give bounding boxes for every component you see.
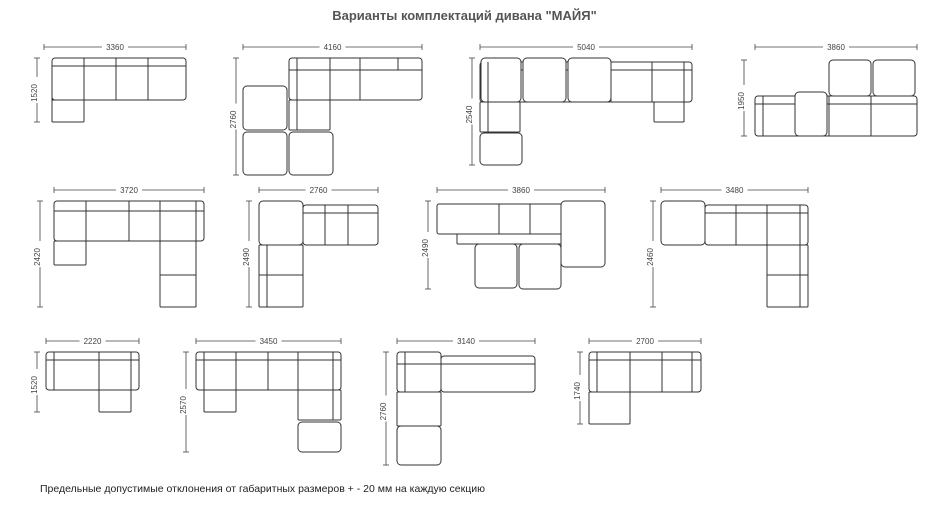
height-dimension-label: 1520 xyxy=(30,376,39,394)
chaise-section xyxy=(259,245,303,307)
seat-cushion xyxy=(481,58,521,102)
seat-cushion xyxy=(829,60,871,96)
width-dimension-label: 2700 xyxy=(636,337,654,346)
sofa-variant-v12 xyxy=(573,336,701,424)
seat-cushion xyxy=(561,201,605,267)
height-dimension-label: 2760 xyxy=(379,402,388,421)
chaise-section xyxy=(204,390,236,412)
sofa-variant-v2 xyxy=(229,42,422,175)
long-chaise xyxy=(160,241,196,307)
chaise-section xyxy=(480,102,520,132)
width-dimension-label: 3450 xyxy=(259,337,278,346)
tolerance-note: Предельные допустимые отклонения от габаритных размеров + - 20 мм на каждую секцию xyxy=(40,483,485,495)
chaise-section xyxy=(52,100,84,122)
width-dimension-label: 4160 xyxy=(323,43,342,52)
height-dimension-label: 1520 xyxy=(30,84,39,102)
sofa-body xyxy=(52,58,186,100)
page-title: Варианты комплектаций дивана "МАЙЯ" xyxy=(332,8,597,23)
seat-cushion xyxy=(259,201,303,245)
seat-cushion xyxy=(397,426,441,465)
sofa-variant-v9 xyxy=(30,336,139,412)
width-dimension-label: 3860 xyxy=(512,186,530,195)
height-dimension-label: 2490 xyxy=(421,239,430,257)
seat-cushion xyxy=(568,58,611,102)
width-dimension-label: 3860 xyxy=(827,43,845,52)
corner-section xyxy=(397,352,441,392)
sofa-variant-v5 xyxy=(33,185,204,307)
height-dimension-label: 2490 xyxy=(242,248,251,266)
sofa-variant-v1 xyxy=(30,42,186,122)
seat-cushion xyxy=(523,58,566,102)
seat-cushion xyxy=(795,92,827,136)
sofa-variant-v11 xyxy=(379,336,535,465)
corner-section xyxy=(298,390,341,420)
chaise-section xyxy=(99,390,131,412)
chaise-section xyxy=(54,241,86,265)
sofa-body xyxy=(437,204,563,234)
width-dimension-label: 5040 xyxy=(577,43,595,52)
sofa-body xyxy=(755,96,917,136)
sofa-body xyxy=(705,205,808,245)
backrest xyxy=(457,234,563,244)
sofa-variant-v7 xyxy=(421,185,605,289)
seat-cushion xyxy=(519,244,561,289)
seat-cushion xyxy=(661,201,705,245)
width-dimension-label: 2760 xyxy=(309,186,328,195)
height-dimension-label: 2570 xyxy=(179,396,188,414)
height-dimension-label: 1740 xyxy=(573,382,582,400)
sofa-body xyxy=(289,58,422,100)
chaise-section xyxy=(589,392,630,424)
sofa-body xyxy=(303,205,378,245)
width-dimension-label: 2220 xyxy=(83,337,102,346)
seat-cushion xyxy=(243,132,287,175)
sofa-variant-v3 xyxy=(465,42,692,165)
sofa-body xyxy=(441,356,535,392)
width-dimension-label: 3140 xyxy=(457,337,475,346)
sofa-variant-v8 xyxy=(646,185,808,307)
sofa-variant-v10 xyxy=(179,336,341,452)
seat-cushion xyxy=(289,132,333,175)
sofa-variant-v6 xyxy=(242,185,378,307)
seat-cushion xyxy=(298,422,341,452)
corner-section xyxy=(289,100,330,130)
sofa-body xyxy=(589,352,701,392)
chaise-section xyxy=(767,245,808,307)
sofa-body xyxy=(46,352,139,390)
width-dimension-label: 3480 xyxy=(725,186,744,195)
height-dimension-label: 2460 xyxy=(646,248,655,266)
seat-cushion xyxy=(243,86,287,130)
height-dimension-label: 2420 xyxy=(33,248,42,266)
height-dimension-label: 2540 xyxy=(465,105,474,124)
width-dimension-label: 3720 xyxy=(120,186,138,195)
height-dimension-label: 1950 xyxy=(737,92,746,110)
sofa-variant-v4 xyxy=(737,42,917,136)
seat-cushion xyxy=(873,60,915,96)
width-dimension-label: 3360 xyxy=(106,43,124,52)
chaise-section xyxy=(397,392,441,426)
chaise-section xyxy=(654,102,684,122)
seat-cushion xyxy=(480,133,522,165)
seat-cushion xyxy=(475,244,517,288)
height-dimension-label: 2760 xyxy=(229,110,238,129)
